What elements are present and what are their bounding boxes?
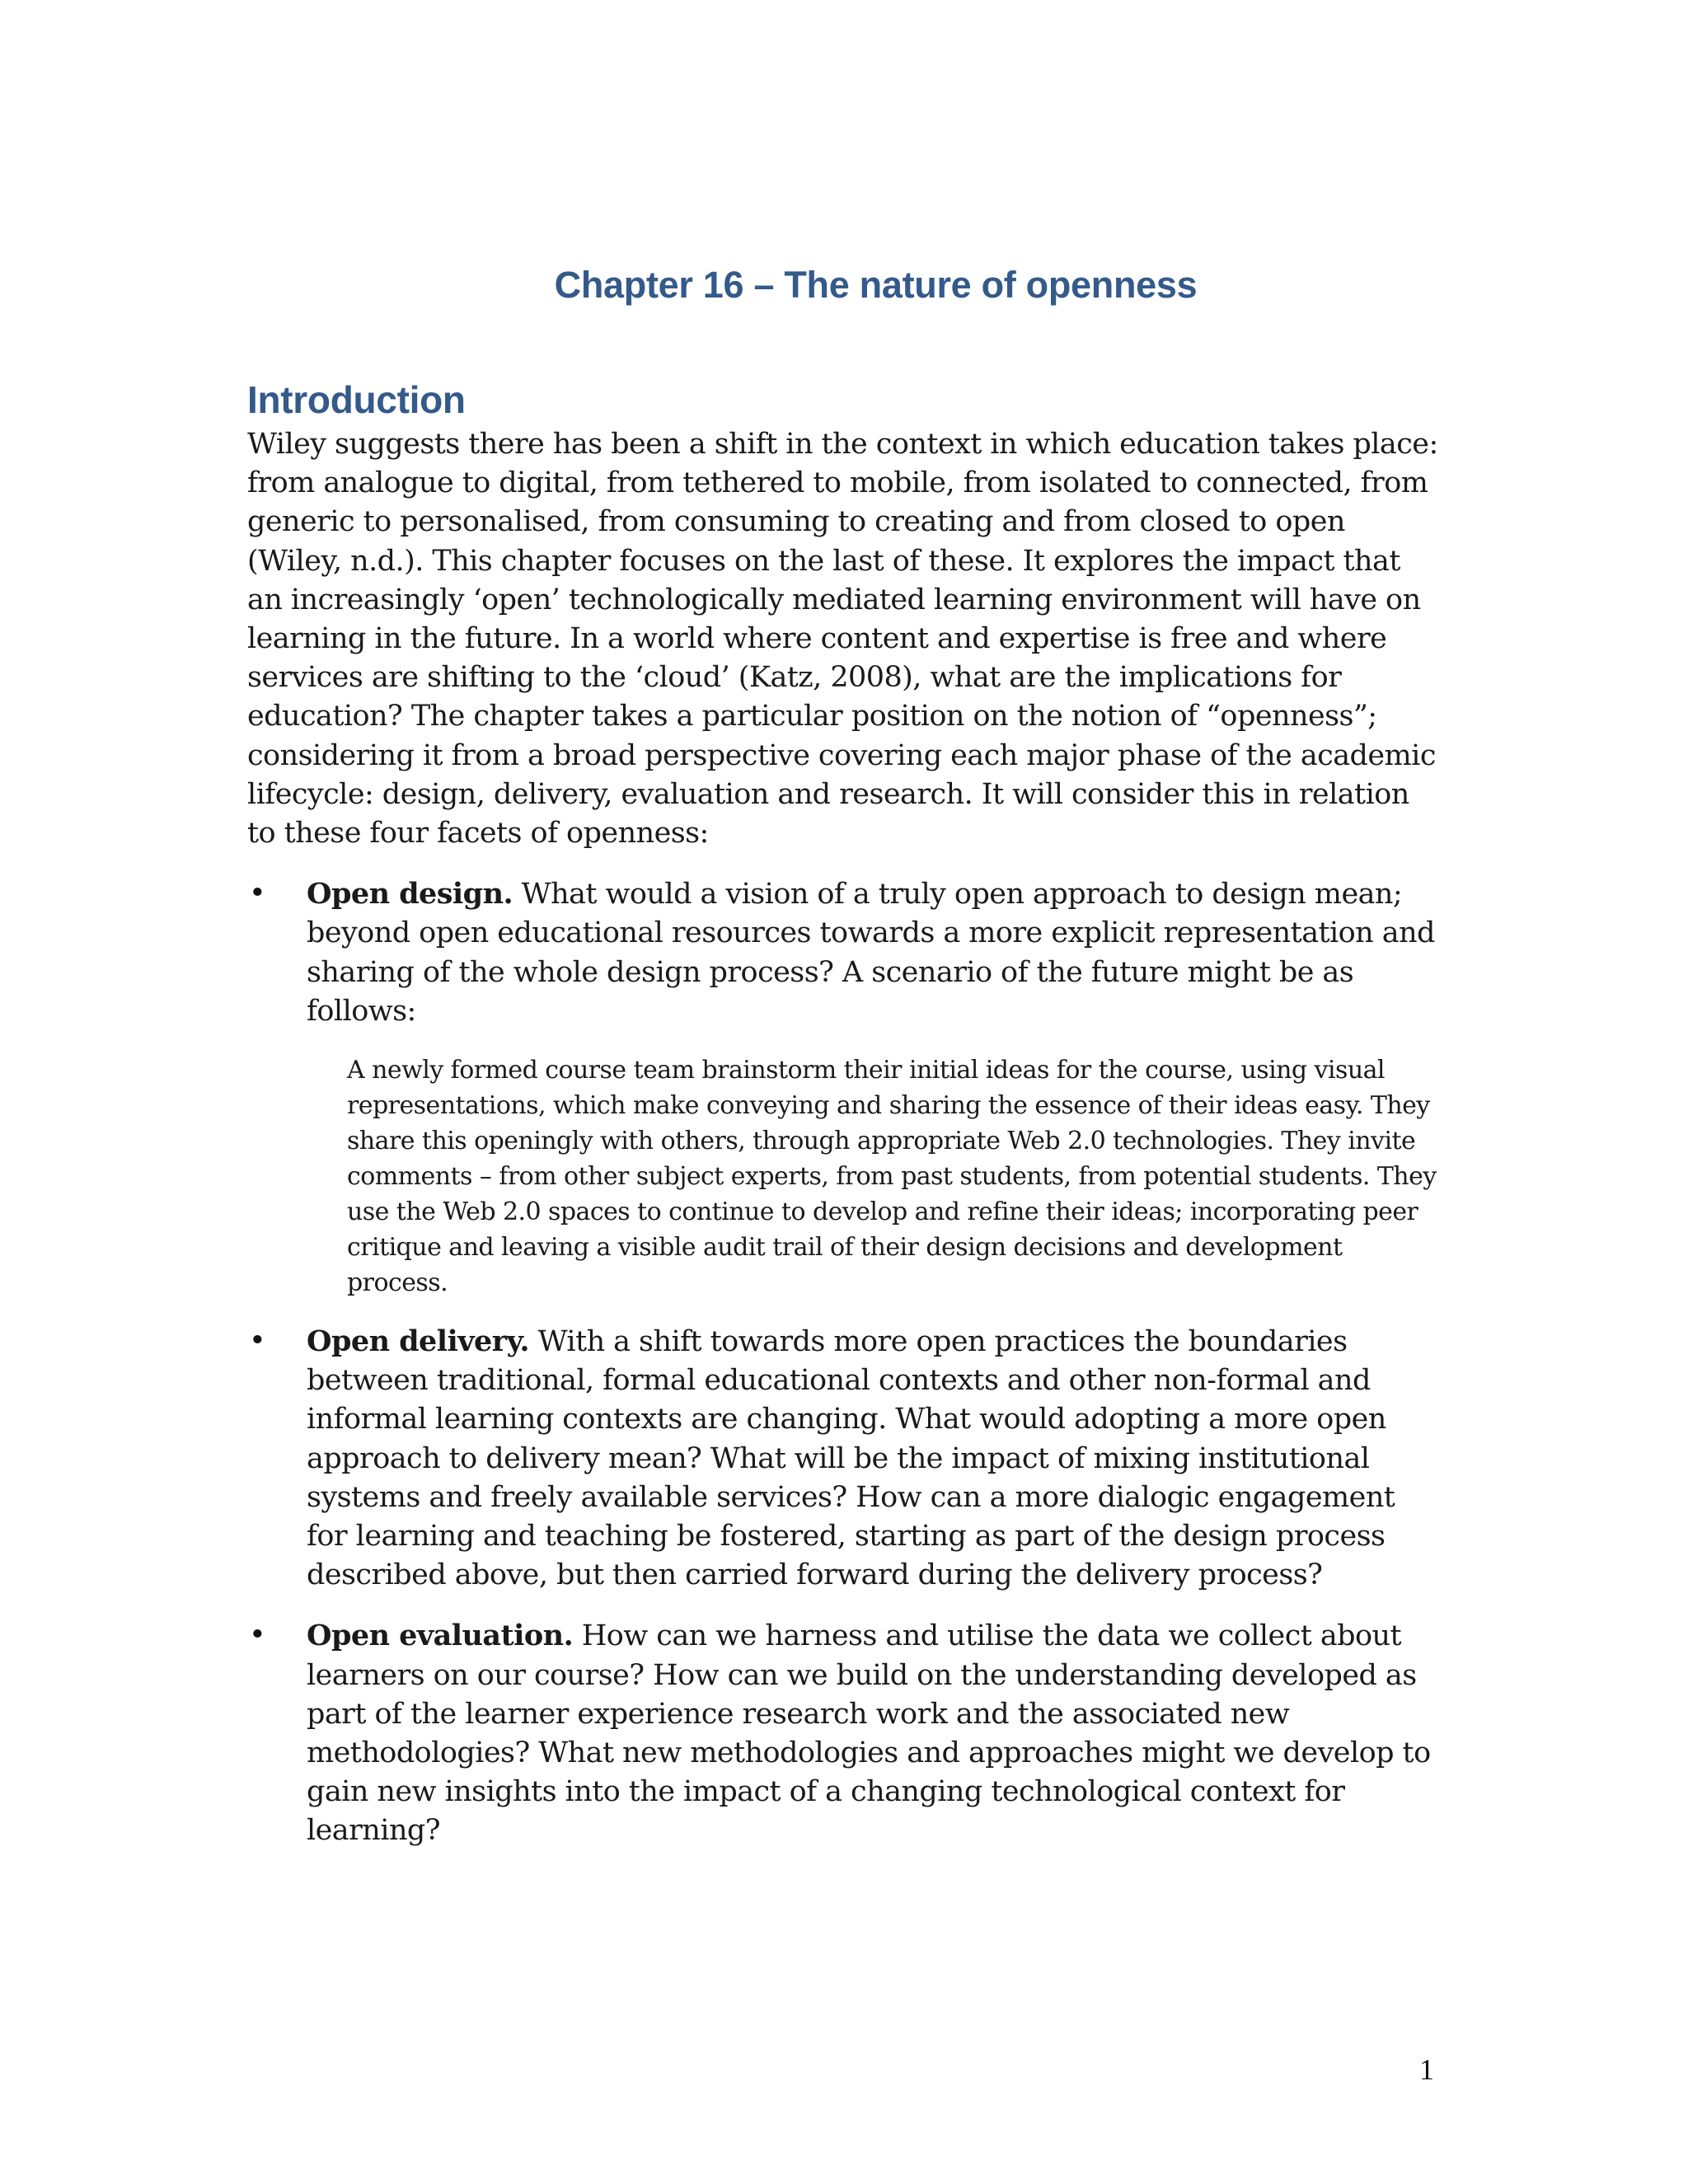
page-content xyxy=(247,264,1442,1872)
bullet-paragraph xyxy=(307,874,1442,1031)
bullet-open-delivery xyxy=(247,1322,1442,1595)
bullet-title: Open delivery. xyxy=(307,1324,530,1359)
openness-facets-list xyxy=(247,874,1442,1850)
bullet-paragraph xyxy=(307,1322,1442,1595)
bullet-open-evaluation xyxy=(247,1616,1442,1850)
bullet-icon: • xyxy=(249,1324,266,1358)
bullet-title: Open design. xyxy=(307,877,513,912)
bullet-open-design xyxy=(247,874,1442,1301)
scenario-quote: A newly formed course team brainstorm their initial ideas for the course, using visual representations, which make conveying and sharing the essence of their ideas easy. They share this openingly with others, through appropriate Web 2.0 technologies. They invite comments – from other subject experts, from past students, from potential students. They use the Web 2.0 spaces to continue to develop and refine their ideas; incorporating peer critique and leaving a visible audit trail of their design decisions and development process. xyxy=(347,1056,1437,1298)
chapter-title: Chapter 16 – The nature of openness xyxy=(554,264,1198,306)
bullet-paragraph xyxy=(307,1616,1442,1850)
section-heading-introduction: Introduction xyxy=(247,378,466,421)
bullet-icon: • xyxy=(249,1619,266,1652)
bullet-text: With a shift towards more open practices the boundaries between traditional, formal educational contexts and other non-formal and informal learning contexts are changing. What would adopting a more open approach to delivery mean? What will be the impact of mixing institutional systems and freely available services? How can a more dialogic engagement for learning and teaching be fostered, starting as part of the design process described above, but then carried forward during the delivery process? xyxy=(307,1325,1395,1592)
bullet-text: How can we harness and utilise the data we collect about learners on our course? How can we build on the understanding developed as part of the learner experience research work and the associated new methodologies? What new methodologies and approaches might we develop to gain new insights into the impact of a changing technological context for learning? xyxy=(307,1619,1431,1848)
bullet-icon: • xyxy=(249,877,266,911)
bullet-text: What would a vision of a truly open approach to design mean; beyond open educational resources towards a more explicit representation and sharing of the whole design process? A scenario of the future might be as follows: xyxy=(307,878,1435,1028)
page-number: 1 xyxy=(1419,2053,1434,2086)
intro-paragraph: Wiley suggests there has been a shift in the context in which education takes place: from analogue to digital, from tethered to mobile, from isolated to connected, from generic to personalised, from consuming to creating and from closed to open (Wiley, n.d.). This chapter focuses on the last of these. It explores the impact that an increasingly ‘open’ technologically mediated learning environment will have on learning in the future. In a world where content and expertise is free and where services are shifting to the ‘cloud’ (Katz, 2008), what are the implications for education? The chapter takes a particular position on the notion of “openness”; considering it from a broad perspective covering each major phase of the academic lifecycle: design, delivery, evaluation and research. It will consider this in relation to these four facets of openness: xyxy=(247,428,1438,851)
bullet-title: Open evaluation. xyxy=(307,1619,574,1653)
